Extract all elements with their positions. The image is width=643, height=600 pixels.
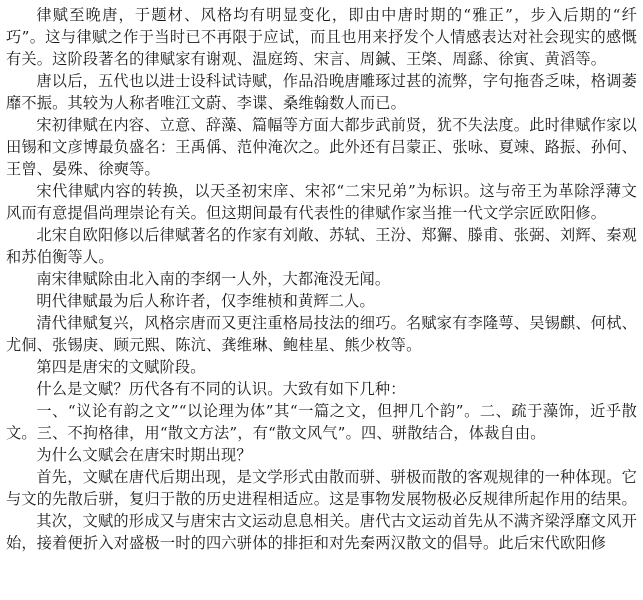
paragraph-section-four: 第四是唐宋的文赋阶段。 — [36, 358, 206, 376]
paragraph-early-song: 宋初律赋在内容、立意、辞藻、篇幅等方面大都步武前贤，犹不失法度。此时律赋作家以田锡和文彦博最负盛名：王禹偁、范仲淹次之。此外还有吕蒙正、张咏、夏竦、路振、孙何、王曾、晏殊、徐奭等。 — [6, 116, 637, 178]
paragraph-northern-song: 北宋自欧阳修以后律赋著名的作家有刘敞、苏轼、王汾、郑獬、滕甫、张弼、刘辉、秦观和苏伯衡等人。 — [6, 226, 637, 266]
paragraph-late-tang-lufu: 律赋至晚唐，于题材、风格均有明显变化，即由中唐时期的“雅正”，步入后期的“纤巧”。这与律赋之作于当时已不再限于应试，而且也用来抒发个人情感表达对社会现实的感慨有关。这阶段著名的律赋家有谢观、温庭筠、宋言、周鍼、王棨、周繇、徐寅、黄滔等。 — [6, 6, 637, 68]
paragraph-definitions: 一、“议论有韵之文”“以论理为体”其“一篇之文，但押几个韵”。二、疏于藻饰，近乎散文。三、不拘格律，用“散文方法”，有“散文风气”。四、骈散结合，体裁自由。 — [6, 402, 637, 442]
paragraph-ming: 明代律赋最为后人称许者，仅李维桢和黄辉二人。 — [36, 292, 375, 310]
paragraph-first-reason: 首先，文赋在唐代后期出现，是文学形式由散而骈、骈极而散的客观规律的一种体现。它与文的先散后骈，复归于散的历史进程相适应。这是事物发展物极必反规律所起作用的结果。 — [6, 468, 637, 508]
paragraph-what-is-wenfu: 什么是文赋？历代各有不同的认识。大致有如下几种： — [36, 380, 406, 398]
paragraph-song-transition: 宋代律赋内容的转换，以天圣初宋庠、宋祁“二宋兄弟”为标识。这与帝王为革除浮薄文风而有意提倡尚理崇论有关。但这期间最有代表性的律赋作家当推一代文学宗匠欧阳修。 — [6, 182, 637, 222]
paragraph-five-dynasties: 唐以后，五代也以进士设科试诗赋，作品沿晚唐雕琢过甚的流弊，字句拖沓乏味，格调萎靡不振。其较为人称者唯江文蔚、李谍、桑维翰数人而已。 — [6, 72, 637, 112]
paragraph-second-reason: 其次，文赋的形成又与唐宋古文运动息息相关。唐代古文运动首先从不满齐梁浮靡文风开始，接着便折入对盛极一时的四六骈体的排拒和对先秦两汉散文的倡导。此后宋代欧阳修 — [6, 512, 637, 552]
paragraph-why-question: 为什么文赋会在唐宋时期出现？ — [36, 446, 252, 464]
paragraph-southern-song: 南宋律赋除由北入南的李纲一人外，大都淹没无闻。 — [36, 270, 391, 288]
paragraph-qing: 清代律赋复兴，风格宗唐而又更注重格局技法的细巧。名赋家有李隆萼、吴锡麒、何栻、尤侗、张锡庚、顾元熙、陈沆、龚维琳、鲍桂星、熊少枚等。 — [6, 314, 637, 354]
